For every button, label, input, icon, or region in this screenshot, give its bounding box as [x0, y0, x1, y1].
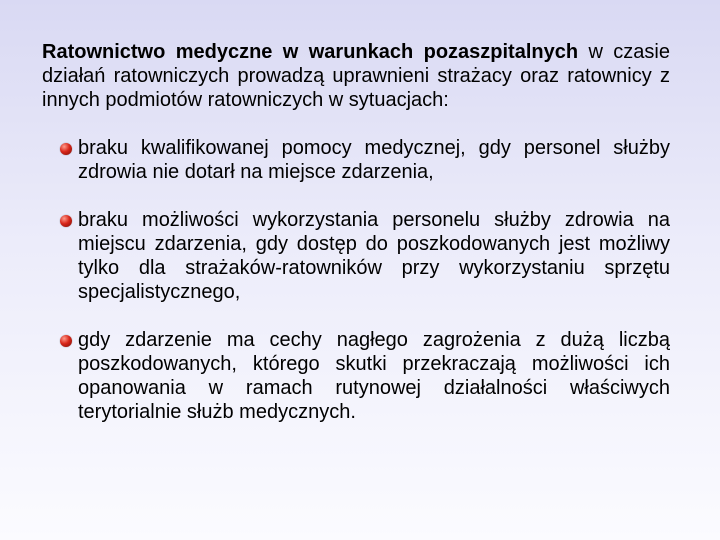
bullet-text: gdy zdarzenie ma cechy nagłego zagrożenia z dużą liczbą poszkodowanych, którego skutki przekraczają możliwości ich opanowania w ramach rutynowej działalności właściwych terytorialnie służb medycznych.	[78, 329, 670, 423]
intro-paragraph	[42, 40, 670, 112]
bullet-item	[42, 136, 670, 184]
intro-text: w czasie działań ratowniczych prowadzą uprawnieni strażacy oraz ratownicy z innych podmiotów ratowniczych w sytuacjach:	[42, 41, 670, 111]
red-bullet-icon	[60, 143, 72, 155]
bullet-text: braku możliwości wykorzystania personelu służby zdrowia na miejscu zdarzenia, gdy dostęp do poszkodowanych jest możliwy tylko dla strażaków-ratowników przy wykorzystaniu sprzętu specjalistycznego,	[78, 209, 670, 303]
red-bullet-icon	[60, 215, 72, 227]
bullet-list	[42, 136, 670, 424]
bullet-item	[42, 208, 670, 304]
intro-title: Ratownictwo medyczne w warunkach pozaszpitalnych	[42, 41, 579, 63]
bullet-item	[42, 328, 670, 424]
red-bullet-icon	[60, 335, 72, 347]
bullet-text: braku kwalifikowanej pomocy medycznej, gdy personel służby zdrowia nie dotarł na miejsce zdarzenia,	[78, 137, 670, 183]
